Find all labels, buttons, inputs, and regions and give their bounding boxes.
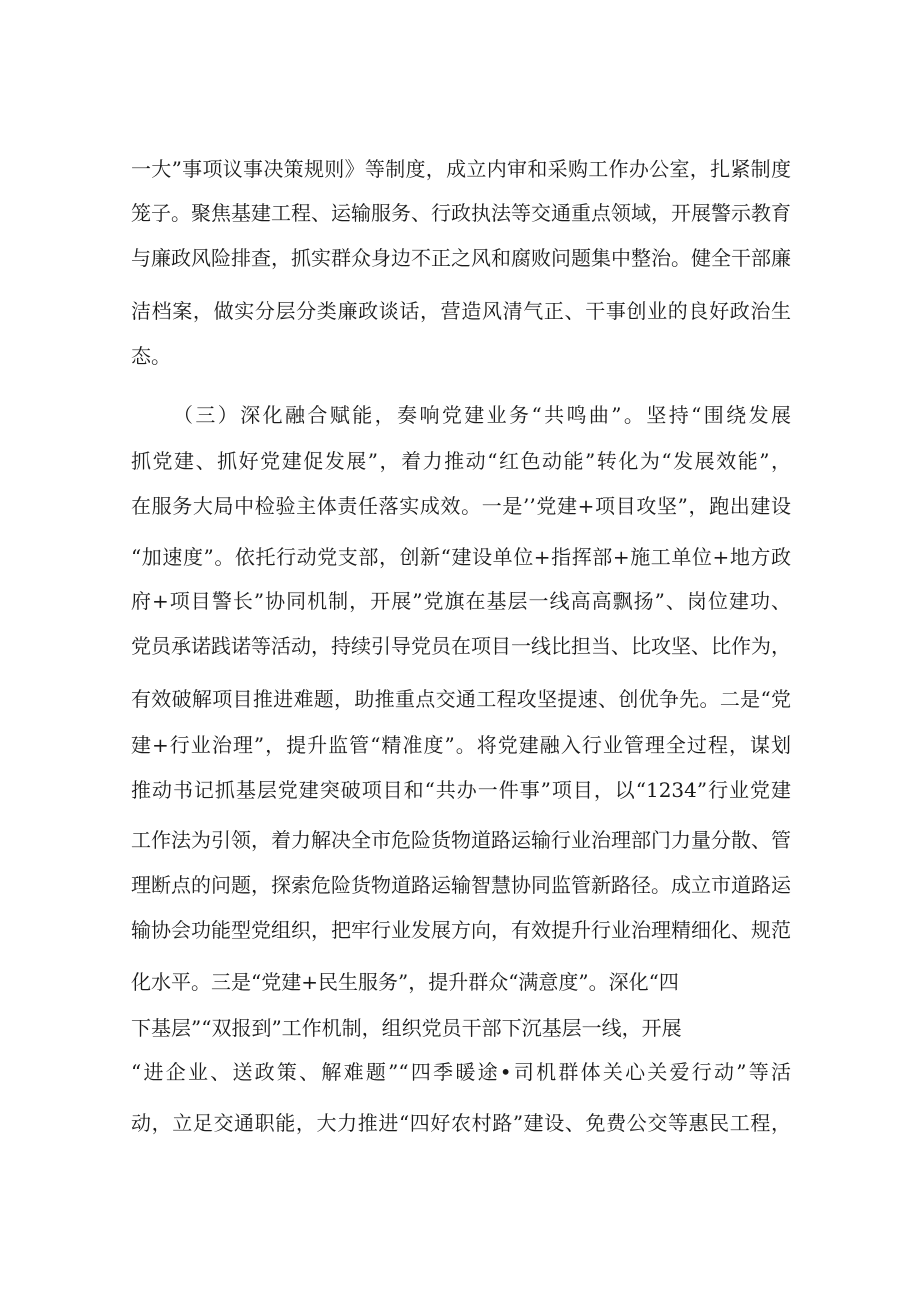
text-line: 洁档案，做实分层分类廉政谈话，营造风清气正、干事创业的良好政治生 [131,299,791,323]
text-line: 动，立足交通职能，大力推进“四好农村路”建设、免费公交等惠民工程， [131,1111,791,1135]
text-line: 党员承诺践诺等活动，持续引导党员在项目一线比担当、比攻坚、比作为， [131,634,791,658]
text-line: 在服务大局中检验主体责任落实成效。一是’’党建+项目攻坚”，跑出建设 [131,494,791,518]
text-line: 笼子。聚焦基建工程、运输服务、行政执法等交通重点领域，开展警示教育 [131,201,791,225]
text-line: “加速度”。依托行动党支部，创新“建设单位+指挥部+施工单位+地方政 [131,545,791,569]
text-line: 工作法为引领，着力解决全市危险货物道路运输行业治理部门力量分散、管 [131,828,791,852]
text-line: 输协会功能型党组织，把牢行业发展方向，有效提升行业治理精细化、规范 [131,918,791,942]
text-line: 推动书记抓基层党建突破项目和“共办一件事”项目，以“1234”行业党建 [131,778,791,802]
text-line: “进企业、送政策、解难题”“四季暖途•司机群体关心关爱行动”等活 [131,1060,791,1084]
text-line: 理断点的问题，探索危险货物道路运输智慧协同监管新路径。成立市道路运 [131,873,791,897]
text-line: 化水平。三是“党建+民生服务”，提升群众“满意度”。深化“四 [131,970,679,994]
paragraph-first-line: （三）深化融合赋能，奏响党建业务“共鸣曲”。坚持“围绕发展 [173,403,791,427]
text-line: 下基层”“双报到”工作机制，组织党员干部下沉基层一线，开展 [131,1016,682,1040]
text-line: 一大”事项议事决策规则》等制度，成立内审和采购工作办公室，扎紧制度 [131,157,791,181]
text-line: 府+项目警长”协同机制，开展”党旗在基层一线高高飘扬”、岗位建功、 [131,589,791,613]
text-line: 有效破解项目推进难题，助推重点交通工程攻坚提速、创优争先。二是“党 [131,687,791,711]
text-line: 抓党建、抓好党建促发展”，着力推动“红色动能”转化为“发展效能”， [131,449,791,473]
text-line: 与廉政风险排查，抓实群众身边不正之风和腐败问题集中整治。健全干部廉 [131,246,791,270]
text-line: 建+行业治理”，提升监管“精准度”。将党建融入行业管理全过程，谋划 [131,733,791,757]
text-line: 态。 [131,344,171,368]
